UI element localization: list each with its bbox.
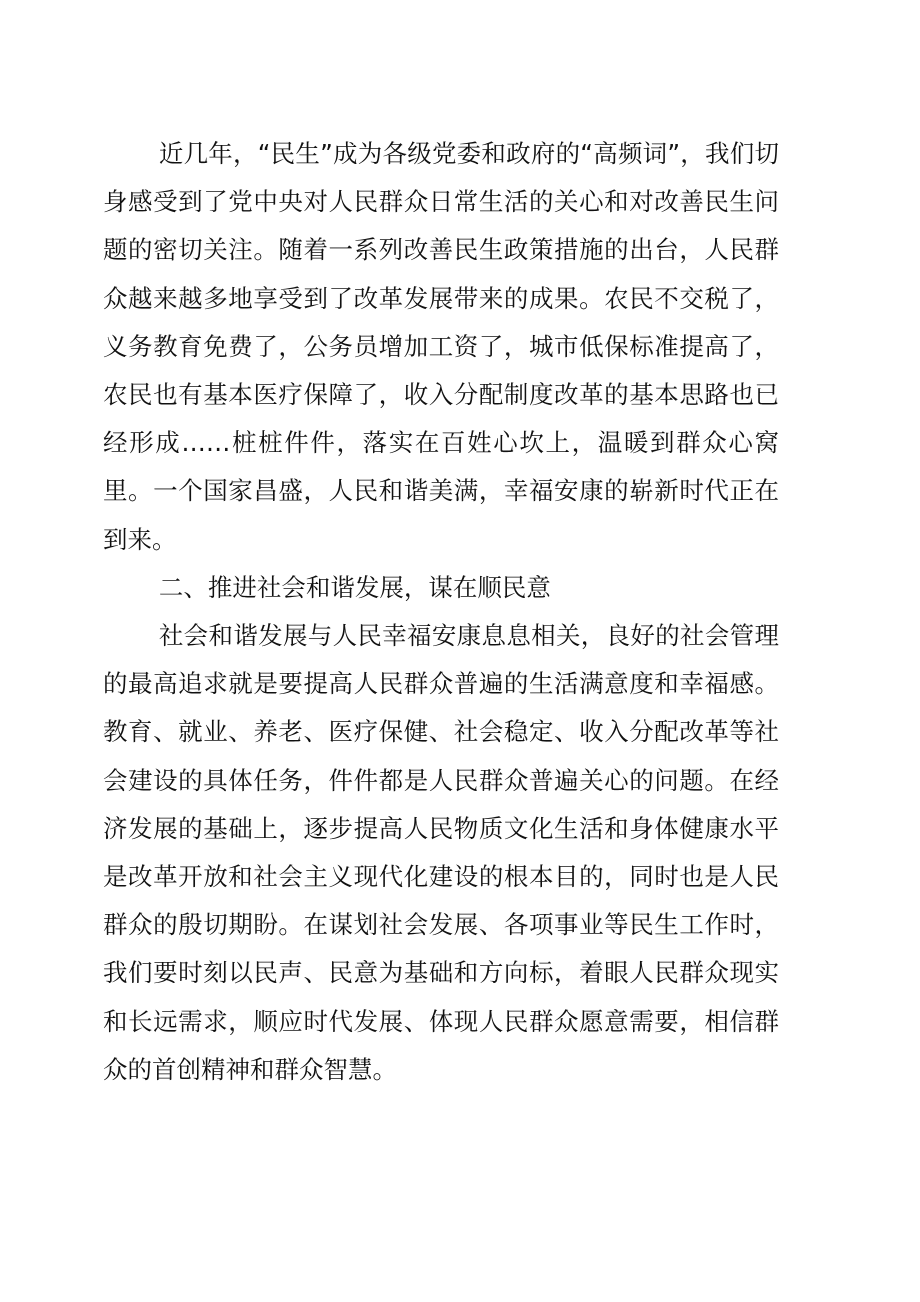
- paragraph-social-harmony: 社会和谐发展与人民幸福安康息息相关，良好的社会管理的最高追求就是要提高人民群众普遍的生活满意度和幸福感。教育、就业、养老、医疗保健、社会稳定、收入分配改革等社会建设的具体任务，件件都是人民群众普遍关心的问题。在经济发展的基础上，逐步提高人民物质文化生活和身体健康水平是改革开放和社会主义现代化建设的根本目的，同时也是人民群众的殷切期盼。在谋划社会发展、各项事业等民生工作时，我们要时刻以民声、民意为基础和方向标，着眼人民群众现实和长远需求，顺应时代发展、体现人民群众愿意需要，相信群众的首创精神和群众智慧。: [103, 621, 779, 1084]
- document-body: [103, 130, 779, 1094]
- paragraph-livelihood-intro: 近几年，“民生”成为各级党委和政府的“高频词”，我们切身感受到了党中央对人民群众日常生活的关心和对改善民生问题的密切关注。随着一系列改善民生政策措施的出台，人民群众越来越多地享受到了改革发展带来的成果。农民不交税了，义务教育免费了，公务员增加工资了，城市低保标准提高了，农民也有基本医疗保障了，收入分配制度改革的基本思路也已经形成……桩桩件件，落实在百姓心坎上，温暖到群众心窝里。一个国家昌盛，人民和谐美满，幸福安康的崭新时代正在到来。: [103, 139, 779, 554]
- section-heading: 二、推进社会和谐发展，谋在顺民意: [158, 572, 551, 602]
